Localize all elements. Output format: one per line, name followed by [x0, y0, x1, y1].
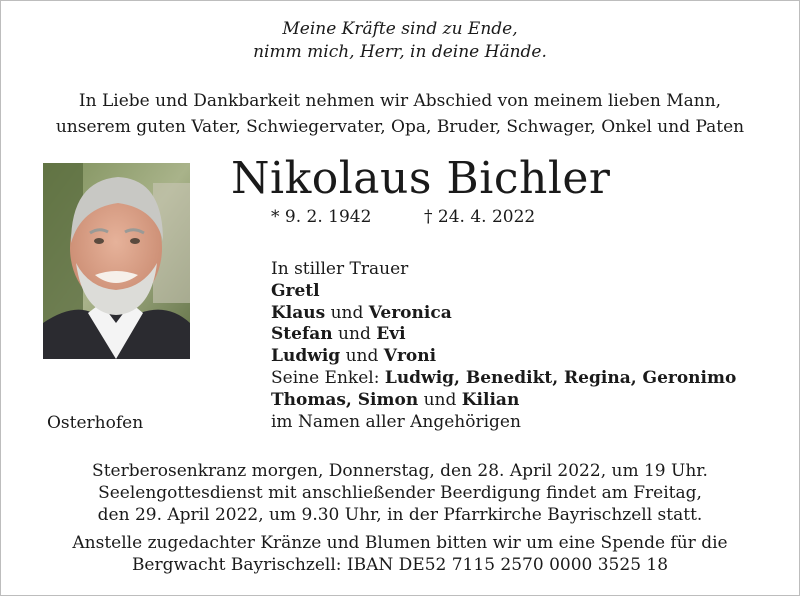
- mourner-name: Klaus: [271, 302, 326, 323]
- service-details: [0, 460, 800, 526]
- mourner-name: Veronica: [368, 302, 452, 323]
- place-name: Osterhofen: [47, 413, 144, 433]
- intro-line: In Liebe und Dankbarkeit nehmen wir Abschied von meinem lieben Mann,: [78, 91, 722, 111]
- mourners-list: [271, 259, 736, 433]
- deceased-name: Nikolaus Bichler: [231, 153, 611, 204]
- conjunction: und: [338, 324, 371, 345]
- mourner-name: Evi: [376, 324, 406, 345]
- service-line: Seelengottesdienst mit anschließender Beerdigung findet am Freitag,: [98, 483, 702, 503]
- death-date: † 24. 4. 2022: [424, 207, 536, 227]
- mourners-closing: im Namen aller Angehörigen: [271, 411, 521, 432]
- mourner-name: Stefan: [271, 324, 333, 345]
- conjunction: und: [345, 346, 379, 367]
- service-line: Sterberosenkranz morgen, Donnerstag, den 28. April 2022, um 19 Uhr.: [92, 461, 708, 481]
- donation-note: [0, 532, 800, 576]
- portrait-photo: [43, 163, 190, 359]
- conjunction: und: [330, 302, 364, 323]
- mourner-name: Ludwig: [271, 346, 341, 367]
- mourner-name: Gretl: [271, 280, 320, 301]
- mourner-name: Thomas, Simon: [271, 389, 419, 410]
- grandchildren-names: Ludwig, Benedikt, Regina, Geronimo: [384, 367, 737, 388]
- service-line: den 29. April 2022, um 9.30 Uhr, in der Pfarrkirche Bayrischzell statt.: [97, 505, 703, 525]
- verse-line: nimm mich, Herr, in deine Hände.: [253, 42, 547, 62]
- donation-line: Bergwacht Bayrischzell: IBAN DE52 7115 2570 0000 3525 18: [131, 555, 669, 575]
- verse-line: Meine Kräfte sind zu Ende,: [282, 19, 518, 39]
- grandchildren-label: Seine Enkel:: [271, 367, 380, 388]
- mourner-name: Vroni: [383, 346, 437, 367]
- intro-line: unserem guten Vater, Schwiegervater, Opa, Bruder, Schwager, Onkel und Paten: [55, 117, 745, 137]
- birth-date: * 9. 2. 1942: [271, 207, 372, 227]
- mourner-name: Kilian: [461, 389, 520, 410]
- donation-line: Anstelle zugedachter Kränze und Blumen bitten wir um eine Spende für die: [72, 533, 728, 553]
- verse: [0, 18, 800, 64]
- mourners-heading: In stiller Trauer: [271, 259, 409, 279]
- intro-text: [0, 88, 800, 140]
- conjunction: und: [423, 389, 457, 410]
